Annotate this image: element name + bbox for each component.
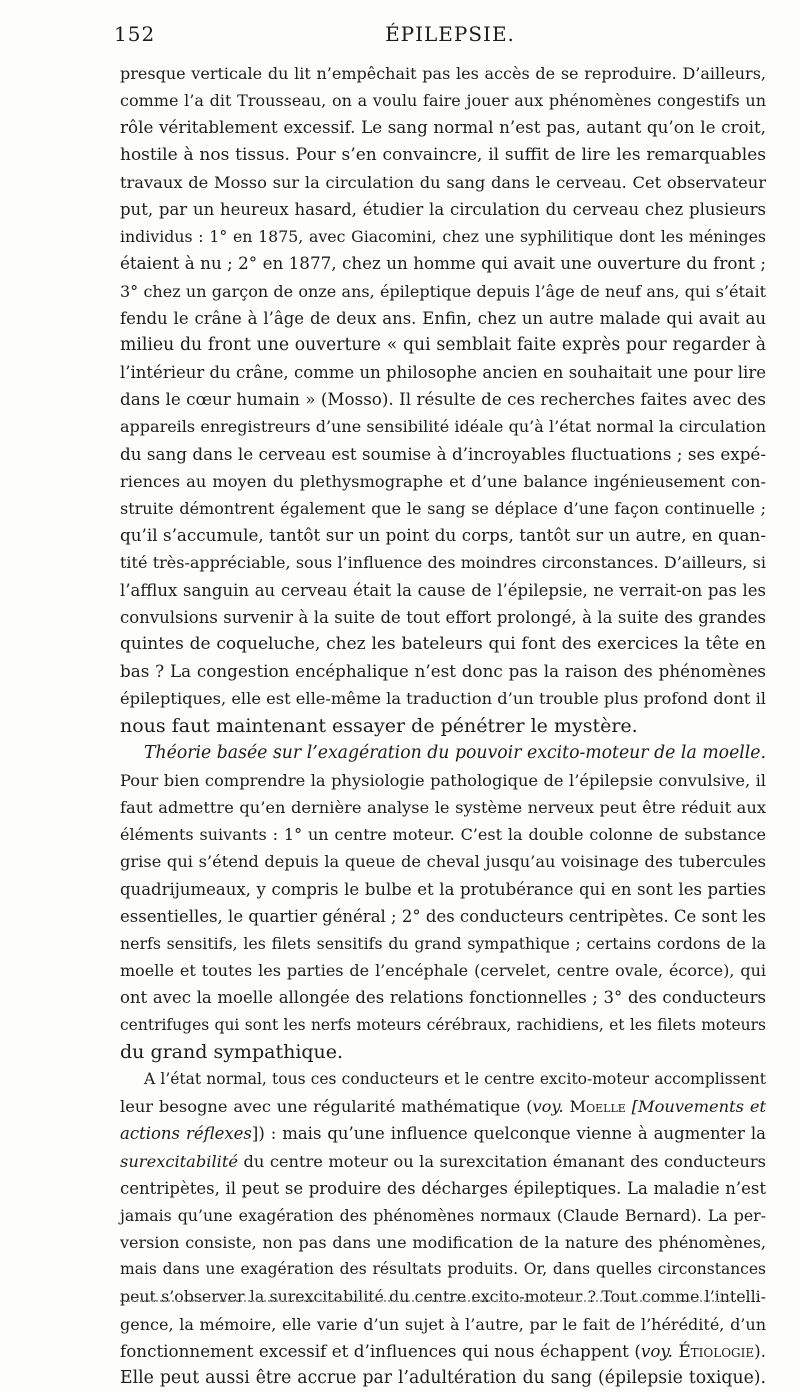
text-line	[120, 1338, 766, 1365]
text-line: struite démontrent également que le sang se déplace d’une façon continuelle ;	[120, 499, 766, 518]
text-line: convulsions survenir à la suite de tout effort prolongé, à la suite des grandes	[120, 607, 766, 627]
text-line: faut admettre qu’en dernière analyse le système nerveux peut être réduit aux	[120, 798, 766, 818]
text-line: moelle et toutes les parties de l’encéphale (cervelet, centre ovale, écorce), qui	[120, 961, 766, 981]
body-text	[120, 60, 766, 1392]
text-line: version consiste, non pas dans une modification de la nature des phénomènes,	[120, 1233, 766, 1253]
text-line: travaux de Mosso sur la circulation du sang dans le cerveau. Cet observateur	[120, 172, 766, 192]
text-line: A l’état normal, tous ces conducteurs et le centre excito-moteur accomplissent	[144, 1069, 766, 1088]
text-span: surexcitabilité	[120, 1151, 239, 1171]
text-line: l’intérieur du crâne, comme un philosophe ancien en souhaitait une pour lire	[120, 363, 766, 383]
text-line: mais dans une exagération des résultats produits. Or, dans quelles circonstances	[120, 1260, 766, 1279]
text-line: bas ? La congestion encéphalique n’est donc pas la raison des phénomènes	[120, 661, 766, 682]
text-line: épileptiques, elle est elle-même la traduction d’un trouble plus profond dont il	[120, 689, 766, 709]
text-line: centripètes, il peut se produire des décharges épileptiques. La maladie n’est	[120, 1178, 766, 1198]
text-line: du sang dans le cerveau est soumise à d’incroyables fluctuations ; ses expé-	[120, 443, 766, 464]
text-line: 3° chez un garçon de onze ans, épileptique depuis l’âge de neuf ans, qui s’était	[120, 281, 766, 301]
text-line: riences au moyen du plethysmographe et d’une balance ingénieusement con-	[120, 471, 766, 491]
text-line: gence, la mémoire, elle varie d’un sujet à l’autre, par le fait de l’hérédité, d’un	[120, 1314, 766, 1334]
cross-reference: Moelle	[569, 1097, 626, 1117]
text-line: comme l’a dit Trousseau, on a voulu faire jouer aux phénomènes congestifs un	[120, 91, 766, 111]
text-span: fonctionnement excessif et d’influences qui nous échappent (	[120, 1340, 641, 1361]
text-span: actions réflexes	[120, 1124, 252, 1144]
text-line: essentielles, le quartier général ; 2° des conducteurs centripètes. Ce sont les	[120, 906, 766, 926]
text-line: Elle peut aussi être accrue par l’adultération du sang (épilepsie toxique).	[120, 1368, 766, 1388]
text-span: du centre moteur ou la surexcitation émanant des conducteurs	[238, 1151, 766, 1171]
text-span: leur besogne avec une régularité mathématique (	[120, 1097, 533, 1117]
text-line	[120, 1093, 766, 1120]
text-line: put, par un heureux hasard, étudier la circulation du cerveau chez plusieurs	[120, 199, 766, 219]
text-line: dans le cœur humain » (Mosso). Il résulte de ces recherches faites avec des	[120, 389, 766, 410]
text-span: voy.	[532, 1097, 564, 1117]
text-line: l’afflux sanguin au cerveau était la cause de l’épilepsie, ne verrait-on pas les	[120, 580, 766, 600]
text-line: éléments suivants : 1° un centre moteur. C’est la double colonne de substance	[120, 825, 766, 845]
text-line: qu’il s’accumule, tantôt sur un point du corps, tantôt sur un autre, en quan-	[120, 525, 766, 546]
text-line: du grand sympathique.	[120, 1040, 344, 1063]
text-line: quadrijumeaux, y compris le bulbe et la protubérance qui en sont les parties	[120, 879, 766, 899]
text-line: hostile à nos tissus. Pour s’en convaincre, il suffit de lire les remarquables	[120, 144, 766, 165]
cross-reference: Étiologie	[678, 1340, 755, 1361]
section-title: Théorie basée sur l’exagération du pouvoir excito-moteur de la moelle.	[144, 742, 766, 763]
text-line: nerfs sensitifs, les filets sensitifs du grand sympathique ; certains cordons de la	[120, 934, 766, 953]
text-span: ).	[754, 1340, 766, 1361]
text-line: individus : 1° en 1875, avec Giacomini, chez une syphilitique dont les méninges	[120, 227, 766, 247]
text-span: [Mouvements et	[631, 1097, 766, 1117]
text-line: grise qui s’étend depuis la queue de cheval jusqu’au voisinage des tubercules	[120, 852, 766, 872]
text-line: Pour bien comprendre la physiologie pathologique de l’épilepsie convulsive, il	[120, 770, 766, 790]
text-line: peut s’observer la surexcitabilité du centre excito-moteur ? Tout comme l’intelli-	[120, 1287, 766, 1307]
text-line	[120, 1120, 766, 1147]
text-line: tité très-appréciable, sous l’influence des moindres circonstances. D’ailleurs, si	[120, 553, 766, 573]
text-line: rôle véritablement excessif. Le sang normal n’est pas, autant qu’on le croit,	[120, 117, 766, 138]
text-line	[120, 1148, 766, 1175]
text-line: jamais qu’une exagération des phénomènes normaux (Claude Bernard). La per-	[120, 1205, 766, 1225]
text-line: ont avec la moelle allongée des relations fonctionnelles ; 3° des conducteurs	[120, 988, 766, 1008]
page-header	[114, 22, 786, 52]
running-head: ÉPILEPSIE.	[385, 22, 515, 46]
text-line: nous faut maintenant essayer de pénétrer le mystère.	[120, 714, 638, 737]
text-span: voy.	[640, 1340, 673, 1361]
page-number: 152	[114, 22, 156, 46]
text-line: étaient à nu ; 2° en 1877, chez un homme qui avait une ouverture du front ;	[120, 253, 766, 274]
text-span: ]) : mais qu’une influence quelconque vienne à augmenter la	[251, 1124, 766, 1144]
text-line: milieu du front une ouverture « qui semblait faite exprès pour regarder à	[120, 334, 766, 355]
text-line: centrifuges qui sont les nerfs moteurs cérébraux, rachidiens, et les filets moteurs	[120, 1015, 766, 1034]
text-line: presque verticale du lit n’empêchait pas les accès de se reproduire. D’ailleurs,	[120, 64, 766, 83]
text-line: appareils enregistreurs d’une sensibilité idéale qu’à l’état normal la circulation	[120, 417, 766, 437]
text-line: quintes de coqueluche, chez les bateleurs qui font des exercices la tête en	[120, 633, 766, 654]
text-line: fendu le crâne à l’âge de deux ans. Enfin, chez un autre malade qui avait au	[120, 308, 766, 328]
footer-rule	[120, 1300, 730, 1302]
